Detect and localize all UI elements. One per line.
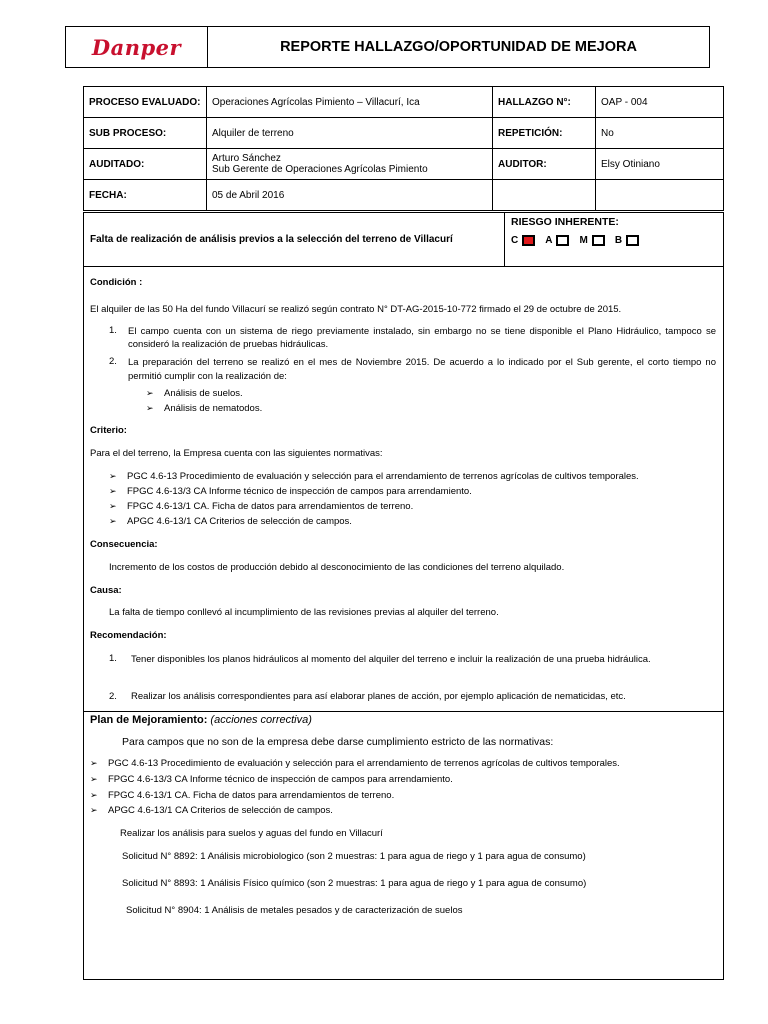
consecuencia-text: Incremento de los costos de producción debido al desconocimiento de las condiciones del terreno alquilado.	[109, 562, 565, 573]
proceso-value: Operaciones Agrícolas Pimiento – Villacurí, Ica	[207, 87, 493, 118]
criterio-intro: Para el del terreno, la Empresa cuenta con las siguientes normativas:	[90, 448, 383, 459]
checkbox-icon	[592, 235, 605, 246]
condicion-item-2: La preparación del terreno se realizó en el mes de Noviembre 2015. De acuerdo a lo indicado por el Sub gerente, el corto tiempo no permitió cumplir con la realización de:	[128, 357, 716, 382]
hallazgo-label: HALLAZGO N°:	[493, 87, 596, 118]
plan-heading-title: Plan de Mejoramiento:	[90, 714, 208, 726]
criterio-item: FPGC 4.6-13/1 CA. Ficha de datos para arrendamientos de terreno.	[127, 501, 414, 512]
consecuencia-heading: Consecuencia:	[90, 539, 158, 550]
arrow-bullet-icon: ➢	[109, 516, 117, 526]
risk-option-m[interactable]	[579, 235, 604, 246]
report-header	[65, 26, 710, 68]
risk-option-c[interactable]	[511, 235, 535, 246]
arrow-bullet-icon: ➢	[146, 388, 154, 398]
repeticion-value: No	[596, 118, 724, 149]
criterio-item: PGC 4.6-13 Procedimiento de evaluación y selección para el arrendamiento de terrenos agrícolas de cultivos temporales.	[127, 471, 639, 482]
plan-heading-note: (acciones correctiva)	[210, 714, 312, 726]
checkbox-icon	[626, 235, 639, 246]
condicion-item-1: El campo cuenta con un sistema de riego previamente instalado, sin embargo no se tiene disponible el Plano Hidráulico, tampoco se consideró la realización de pruebas hidráulicas.	[128, 326, 716, 350]
list-number: 1.	[109, 653, 117, 664]
proceso-label: PROCESO EVALUADO:	[84, 87, 207, 118]
list-number: 2.	[109, 356, 117, 367]
plan-heading	[90, 714, 312, 726]
arrow-bullet-icon: ➢	[90, 758, 98, 768]
condicion-intro: El alquiler de las 50 Ha del fundo Villacurí se realizó según contrato N° DT-AG-2015-10-772 firmado el 29 de octubre de 2015.	[90, 304, 622, 315]
causa-heading: Causa:	[90, 585, 122, 596]
condicion-subitem: Análisis de nematodos.	[164, 403, 263, 414]
recomendacion-item-1: Tener disponibles los planos hidráulicos al momento del alquiler del terreno e incluir la realización de una prueba hidráulica.	[131, 654, 651, 665]
plan-analysis-intro: Realizar los análisis para suelos y aguas del fundo en Villacurí	[120, 828, 383, 839]
fecha-value: 05 de Abril 2016	[207, 180, 493, 211]
risk-option-label: B	[614, 235, 623, 246]
subproceso-value: Alquiler de terreno	[207, 118, 493, 149]
auditado-role: Sub Gerente de Operaciones Agrícolas Pimiento	[212, 164, 428, 175]
causa-text: La falta de tiempo conllevó al incumplimiento de las revisiones previas al alquiler del terreno.	[109, 607, 499, 618]
risk-title: RIESGO INHERENTE:	[511, 216, 619, 228]
risk-options	[511, 235, 649, 246]
risk-option-b[interactable]	[615, 235, 639, 246]
plan-intro: Para campos que no son de la empresa debe darse cumplimiento estricto de las normativas:	[122, 736, 554, 748]
arrow-bullet-icon: ➢	[90, 790, 98, 800]
auditado-label: AUDITADO:	[84, 149, 207, 180]
recomendacion-item-2: Realizar los análisis correspondientes para así elaborar planes de acción, por ejemplo aplicación de nematicidas, etc.	[131, 691, 626, 702]
empty-cell	[493, 180, 596, 211]
criterio-item: FPGC 4.6-13/3 CA Informe técnico de inspección de campos para arrendamiento.	[127, 486, 472, 497]
arrow-bullet-icon: ➢	[90, 805, 98, 815]
auditado-value	[207, 149, 493, 180]
risk-option-label: A	[545, 235, 553, 246]
checkbox-icon	[522, 235, 535, 246]
criterio-item: APGC 4.6-13/1 CA Criterios de selección de campos.	[127, 516, 352, 527]
arrow-bullet-icon: ➢	[109, 501, 117, 511]
plan-solicitud-3: Solicitud N° 8904: 1 Análisis de metales pesados y de caracterización de suelos	[126, 905, 463, 916]
list-number: 1.	[109, 325, 117, 336]
plan-solicitud-2: Solicitud N° 8893: 1 Análisis Físico químico (son 2 muestras: 1 para agua de riego y 1 para agua de consumo)	[122, 878, 587, 889]
auditado-name: Arturo Sánchez	[212, 153, 281, 164]
list-number: 2.	[109, 691, 117, 702]
condicion-subitem: Análisis de suelos.	[164, 388, 243, 399]
risk-option-label: C	[511, 235, 519, 246]
report-body	[83, 212, 724, 980]
arrow-bullet-icon: ➢	[90, 774, 98, 784]
plan-solicitud-1: Solicitud N° 8892: 1 Análisis microbiologico (son 2 muestras: 1 para agua de riego y 1 para agua de consumo)	[122, 851, 586, 862]
recomendacion-heading: Recomendación:	[90, 630, 167, 641]
section-divider	[84, 711, 723, 712]
auditor-value: Elsy Otiniano	[596, 149, 724, 180]
arrow-bullet-icon: ➢	[146, 403, 154, 413]
plan-item: PGC 4.6-13 Procedimiento de evaluación y selección para el arrendamiento de terrenos agrícolas de cultivos temporales.	[108, 758, 620, 769]
plan-item: FPGC 4.6-13/1 CA. Ficha de datos para arrendamientos de terreno.	[108, 790, 395, 801]
danper-logo	[66, 27, 208, 67]
risk-option-label: M	[579, 235, 588, 246]
arrow-bullet-icon: ➢	[109, 471, 117, 481]
risk-option-a[interactable]	[545, 235, 569, 246]
plan-item: FPGC 4.6-13/3 CA Informe técnico de inspección de campos para arrendamiento.	[108, 774, 453, 785]
criterio-heading: Criterio:	[90, 425, 127, 436]
logo-text: Danper	[91, 34, 182, 60]
subproceso-label: SUB PROCESO:	[84, 118, 207, 149]
info-table	[83, 86, 724, 211]
auditor-label: AUDITOR:	[493, 149, 596, 180]
arrow-bullet-icon: ➢	[109, 486, 117, 496]
risk-panel	[505, 213, 723, 267]
empty-cell	[596, 180, 724, 211]
repeticion-label: REPETICIÓN:	[493, 118, 596, 149]
hallazgo-value: OAP - 004	[596, 87, 724, 118]
report-title: REPORTE HALLAZGO/OPORTUNIDAD DE MEJORA	[280, 39, 637, 55]
finding-title: Falta de realización de análisis previos a la selección del terreno de Villacurí	[84, 213, 505, 267]
plan-item: APGC 4.6-13/1 CA Criterios de selección de campos.	[108, 805, 333, 816]
fecha-label: FECHA:	[84, 180, 207, 211]
condicion-heading: Condición :	[90, 277, 143, 288]
checkbox-icon	[556, 235, 569, 246]
